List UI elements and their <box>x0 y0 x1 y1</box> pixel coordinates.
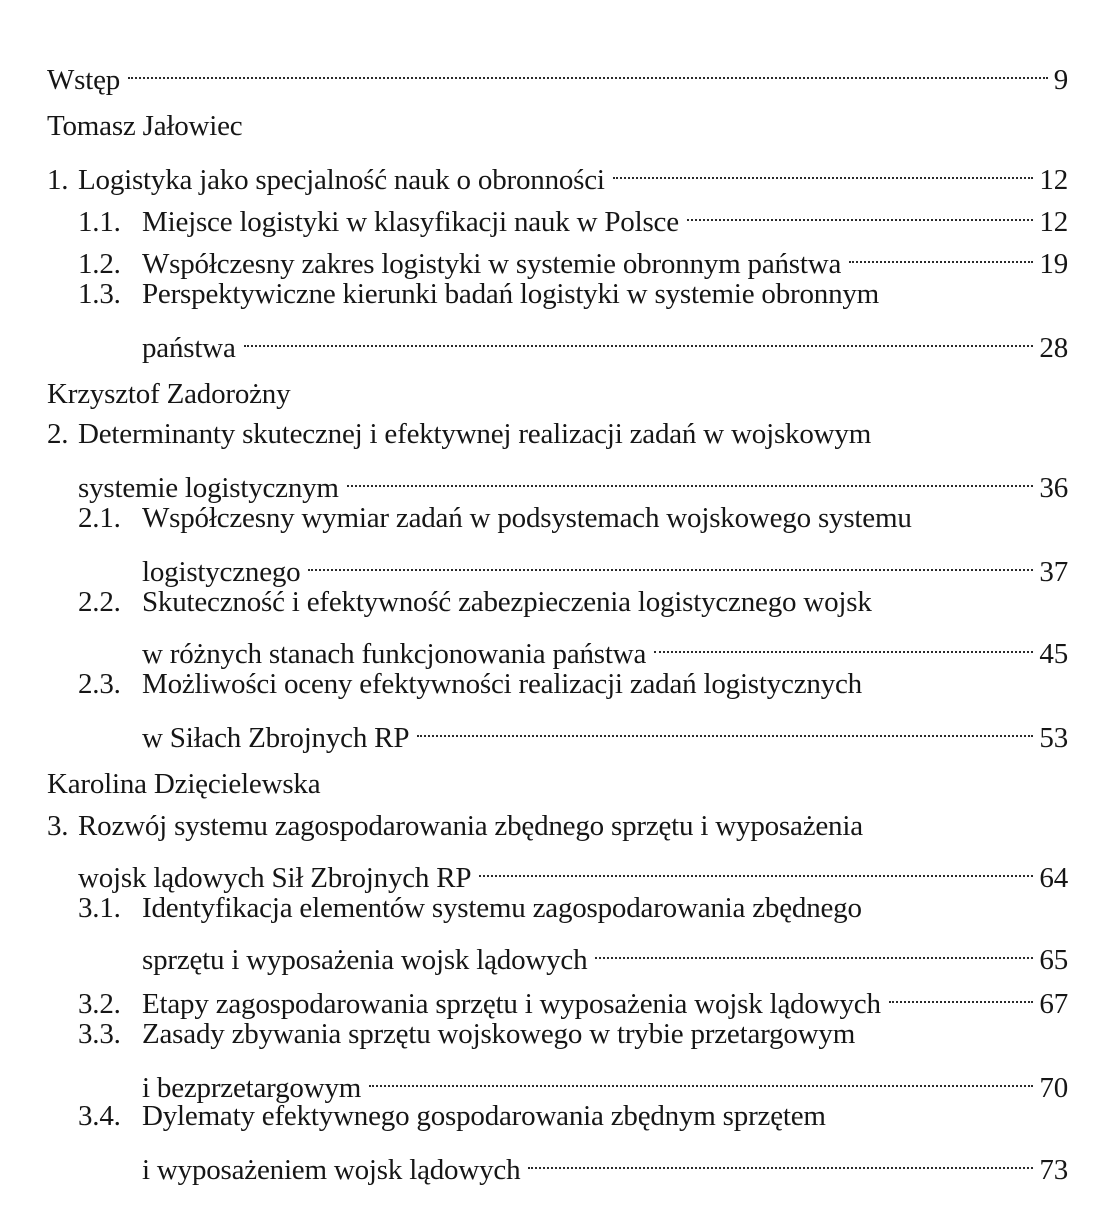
entry-title-continued: systemie logistycznym <box>78 472 339 504</box>
dot-leader <box>479 845 1033 887</box>
dot-leader <box>528 1137 1033 1179</box>
entry-title: Dylematy efektywnego gospodarowania zbędnym sprzętem <box>142 1100 826 1132</box>
section-number: 1.1. <box>78 206 121 238</box>
entry-title: Współczesny zakres logistyki w systemie obronnym państwa <box>142 248 842 280</box>
entry-title-continued: logistycznego <box>142 556 301 588</box>
page-number: 53 <box>1039 722 1068 754</box>
dot-leader <box>889 971 1034 1013</box>
toc-entry-section-3-3-line-1[interactable] <box>78 1013 855 1055</box>
entry-title: Logistyka jako specjalność nauk o obronności <box>78 164 605 196</box>
toc-entry-section-2-3-line-1[interactable] <box>78 663 862 705</box>
page-number: 70 <box>1039 1072 1068 1104</box>
dot-leader <box>417 705 1033 747</box>
entry-title: Możliwości oceny efektywności realizacji zadań logistycznych <box>142 668 862 700</box>
page-number: 45 <box>1039 638 1068 670</box>
entry-title: Determinanty skutecznej i efektywnej realizacji zadań w wojskowym <box>78 418 872 450</box>
entry-title-continued: i wyposażeniem wojsk lądowych <box>142 1154 521 1186</box>
section-number: 3.1. <box>78 892 121 924</box>
entry-title: Skuteczność i efektywność zabezpieczenia logistycznego wojsk <box>142 586 872 618</box>
dot-leader <box>687 189 1034 231</box>
entry-title-continued: i bezprzetargowym <box>142 1072 362 1104</box>
toc-entry-chapter-2-line-2[interactable] <box>78 455 1068 504</box>
entry-title: Identyfikacja elementów systemu zagospodarowania zbędnego <box>142 892 862 924</box>
section-number: 2.3. <box>78 668 121 700</box>
entry-title: Etapy zagospodarowania sprzętu i wyposażenia wojsk lądowych <box>142 988 881 1020</box>
chapter-number: 3. <box>47 810 69 842</box>
section-number: 3.2. <box>78 988 121 1020</box>
chapter-author: Krzysztof Zadorożny <box>47 378 291 410</box>
page-number: 12 <box>1039 206 1068 238</box>
section-number: 1.2. <box>78 248 121 280</box>
entry-title-continued: w Siłach Zbrojnych RP <box>142 722 410 754</box>
toc-entry-section-3-1-line-1[interactable] <box>78 887 862 929</box>
page-number: 73 <box>1039 1154 1068 1186</box>
entry-title-continued: sprzętu i wyposażenia wojsk lądowych <box>142 944 588 976</box>
page-number: 64 <box>1039 862 1068 894</box>
page-number: 19 <box>1039 248 1068 280</box>
toc-entry-section-2-3-line-2[interactable] <box>142 705 1068 754</box>
toc-entry-section-2-2-line-2[interactable] <box>142 621 1068 670</box>
dot-leader <box>347 455 1034 497</box>
section-number: 3.3. <box>78 1018 121 1050</box>
entry-title: Wstęp <box>47 64 121 96</box>
dot-leader <box>654 621 1033 663</box>
entry-title: Rozwój systemu zagospodarowania zbędnego sprzętu i wyposażenia <box>78 810 863 842</box>
dot-leader <box>244 315 1034 357</box>
dot-leader <box>613 147 1034 189</box>
toc-entry-chapter-3-line-1[interactable] <box>47 805 863 847</box>
chapter-author: Karolina Dzięcielewska <box>47 768 321 800</box>
toc-entry-intro[interactable] <box>47 47 1068 96</box>
entry-title: Miejsce logistyki w klasyfikacji nauk w Polsce <box>142 206 679 238</box>
entry-title: Współczesny wymiar zadań w podsystemach wojskowego systemu <box>142 502 912 534</box>
page-number: 36 <box>1039 472 1068 504</box>
chapter-number: 2. <box>47 418 69 450</box>
page-number: 12 <box>1039 164 1068 196</box>
toc-entry-chapter-3-line-2[interactable] <box>78 845 1068 894</box>
entry-title-continued: w różnych stanach funkcjonowania państwa <box>142 638 647 670</box>
page-number: 65 <box>1039 944 1068 976</box>
page-number: 67 <box>1039 988 1068 1020</box>
toc-entry-section-1-3-line-1[interactable] <box>78 273 879 315</box>
dot-leader <box>308 539 1033 581</box>
chapter-author: Tomasz Jałowiec <box>47 110 243 142</box>
dot-leader <box>849 231 1033 273</box>
toc-entry-section-3-1-line-2[interactable] <box>142 927 1068 976</box>
entry-title-continued: wojsk lądowych Sił Zbrojnych RP <box>78 862 472 894</box>
dot-leader <box>369 1055 1033 1097</box>
page-number: 28 <box>1039 332 1068 364</box>
section-number: 2.1. <box>78 502 121 534</box>
entry-title: Zasady zbywania sprzętu wojskowego w trybie przetargowym <box>142 1018 856 1050</box>
toc-entry-section-2-1-line-2[interactable] <box>142 539 1068 588</box>
toc-entry-chapter-1[interactable] <box>47 147 1068 196</box>
toc-entry-section-2-2-line-1[interactable] <box>78 581 872 623</box>
dot-leader <box>595 927 1033 969</box>
toc-entry-section-1-2[interactable] <box>78 231 1068 280</box>
toc-entry-section-1-1[interactable] <box>78 189 1068 238</box>
toc-entry-section-3-4-line-2[interactable] <box>142 1137 1068 1186</box>
entry-title-continued: państwa <box>142 332 236 364</box>
toc-entry-section-1-3-line-2[interactable] <box>142 315 1068 364</box>
page-number: 37 <box>1039 556 1068 588</box>
toc-entry-section-3-4-line-1[interactable] <box>78 1095 826 1137</box>
section-number: 2.2. <box>78 586 121 618</box>
dot-leader <box>128 47 1048 89</box>
toc-entry-section-3-2[interactable] <box>78 971 1068 1020</box>
toc-entry-section-3-3-line-2[interactable] <box>142 1055 1068 1104</box>
toc-entry-section-2-1-line-1[interactable] <box>78 497 912 539</box>
section-number: 3.4. <box>78 1100 121 1132</box>
section-number: 1.3. <box>78 278 121 310</box>
toc-entry-chapter-2-line-1[interactable] <box>47 413 871 455</box>
page-number: 9 <box>1053 64 1068 96</box>
chapter-number: 1. <box>47 164 69 196</box>
entry-title: Perspektywiczne kierunki badań logistyki w systemie obronnym <box>142 278 880 310</box>
